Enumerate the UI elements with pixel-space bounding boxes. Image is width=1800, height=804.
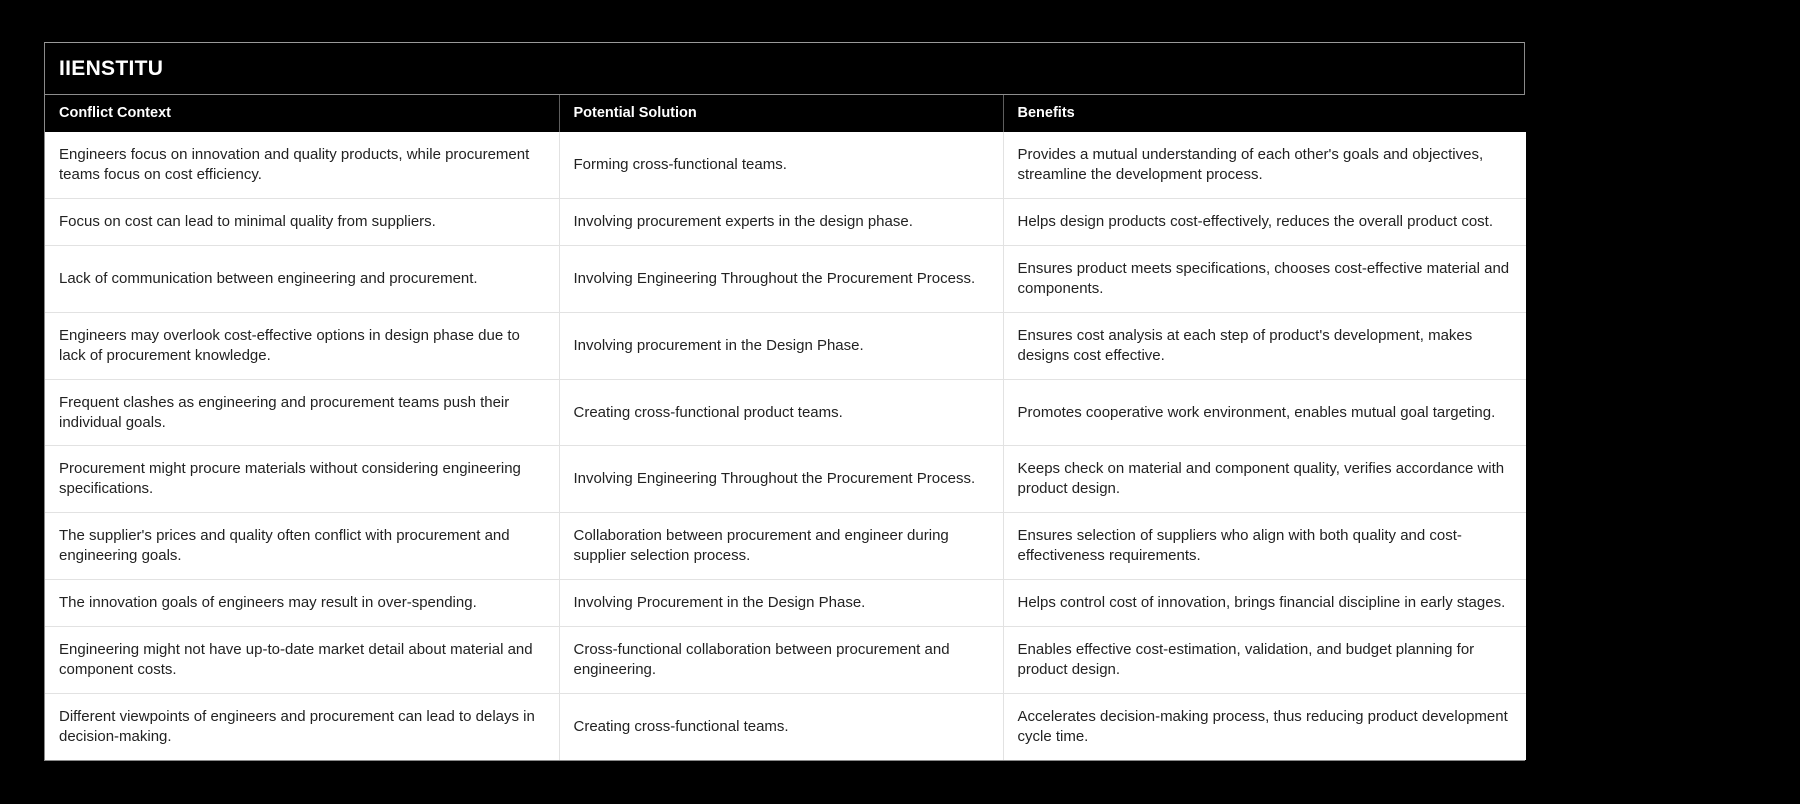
cell-benefits: Keeps check on material and component quality, verifies accordance with product design. [1003, 446, 1526, 513]
cell-benefits: Promotes cooperative work environment, enables mutual goal targeting. [1003, 379, 1526, 446]
cell-conflict-context: The innovation goals of engineers may result in over-spending. [45, 580, 559, 627]
cell-benefits: Ensures selection of suppliers who align with both quality and cost-effectiveness requirements. [1003, 513, 1526, 580]
cell-potential-solution: Forming cross-functional teams. [559, 132, 1003, 198]
table-row [45, 198, 1526, 245]
cell-conflict-context: Different viewpoints of engineers and procurement can lead to delays in decision-making. [45, 694, 559, 760]
cell-conflict-context: Engineering might not have up-to-date market detail about material and component costs. [45, 627, 559, 694]
cell-potential-solution: Involving Engineering Throughout the Procurement Process. [559, 245, 1003, 312]
table-header [45, 95, 1526, 132]
table-row [45, 446, 1526, 513]
header-row [45, 95, 1526, 132]
conflict-solution-benefits-table [45, 95, 1526, 760]
cell-benefits: Ensures product meets specifications, chooses cost-effective material and components. [1003, 245, 1526, 312]
cell-potential-solution: Involving Engineering Throughout the Procurement Process. [559, 446, 1003, 513]
cell-conflict-context: Frequent clashes as engineering and procurement teams push their individual goals. [45, 379, 559, 446]
table-row [45, 694, 1526, 760]
cell-conflict-context: Engineers may overlook cost-effective options in design phase due to lack of procurement knowledge. [45, 312, 559, 379]
column-header-benefits: Benefits [1003, 95, 1526, 132]
cell-conflict-context: Lack of communication between engineering and procurement. [45, 245, 559, 312]
table-row [45, 513, 1526, 580]
cell-potential-solution: Creating cross-functional teams. [559, 694, 1003, 760]
cell-potential-solution: Involving procurement experts in the design phase. [559, 198, 1003, 245]
cell-benefits: Helps design products cost-effectively, reduces the overall product cost. [1003, 198, 1526, 245]
column-header-potential-solution: Potential Solution [559, 95, 1003, 132]
cell-potential-solution: Creating cross-functional product teams. [559, 379, 1003, 446]
table-row [45, 312, 1526, 379]
brand-header [45, 43, 1524, 95]
cell-benefits: Provides a mutual understanding of each other's goals and objectives, streamline the development process. [1003, 132, 1526, 198]
cell-potential-solution: Involving Procurement in the Design Phase. [559, 580, 1003, 627]
table-row [45, 379, 1526, 446]
cell-benefits: Enables effective cost-estimation, validation, and budget planning for product design. [1003, 627, 1526, 694]
cell-benefits: Helps control cost of innovation, brings financial discipline in early stages. [1003, 580, 1526, 627]
table-body [45, 132, 1526, 760]
table-row [45, 580, 1526, 627]
cell-conflict-context: The supplier's prices and quality often conflict with procurement and engineering goals. [45, 513, 559, 580]
comparison-table-card [44, 42, 1525, 761]
cell-conflict-context: Procurement might procure materials without considering engineering specifications. [45, 446, 559, 513]
cell-potential-solution: Involving procurement in the Design Phase. [559, 312, 1003, 379]
brand-name: IIENSTITU [59, 56, 164, 80]
cell-conflict-context: Engineers focus on innovation and quality products, while procurement teams focus on cost efficiency. [45, 132, 559, 198]
cell-potential-solution: Collaboration between procurement and engineer during supplier selection process. [559, 513, 1003, 580]
table-row [45, 245, 1526, 312]
table-row [45, 627, 1526, 694]
column-header-conflict-context: Conflict Context [45, 95, 559, 132]
cell-benefits: Ensures cost analysis at each step of product's development, makes designs cost effective. [1003, 312, 1526, 379]
cell-benefits: Accelerates decision-making process, thus reducing product development cycle time. [1003, 694, 1526, 760]
table-row [45, 132, 1526, 198]
cell-conflict-context: Focus on cost can lead to minimal quality from suppliers. [45, 198, 559, 245]
cell-potential-solution: Cross-functional collaboration between procurement and engineering. [559, 627, 1003, 694]
